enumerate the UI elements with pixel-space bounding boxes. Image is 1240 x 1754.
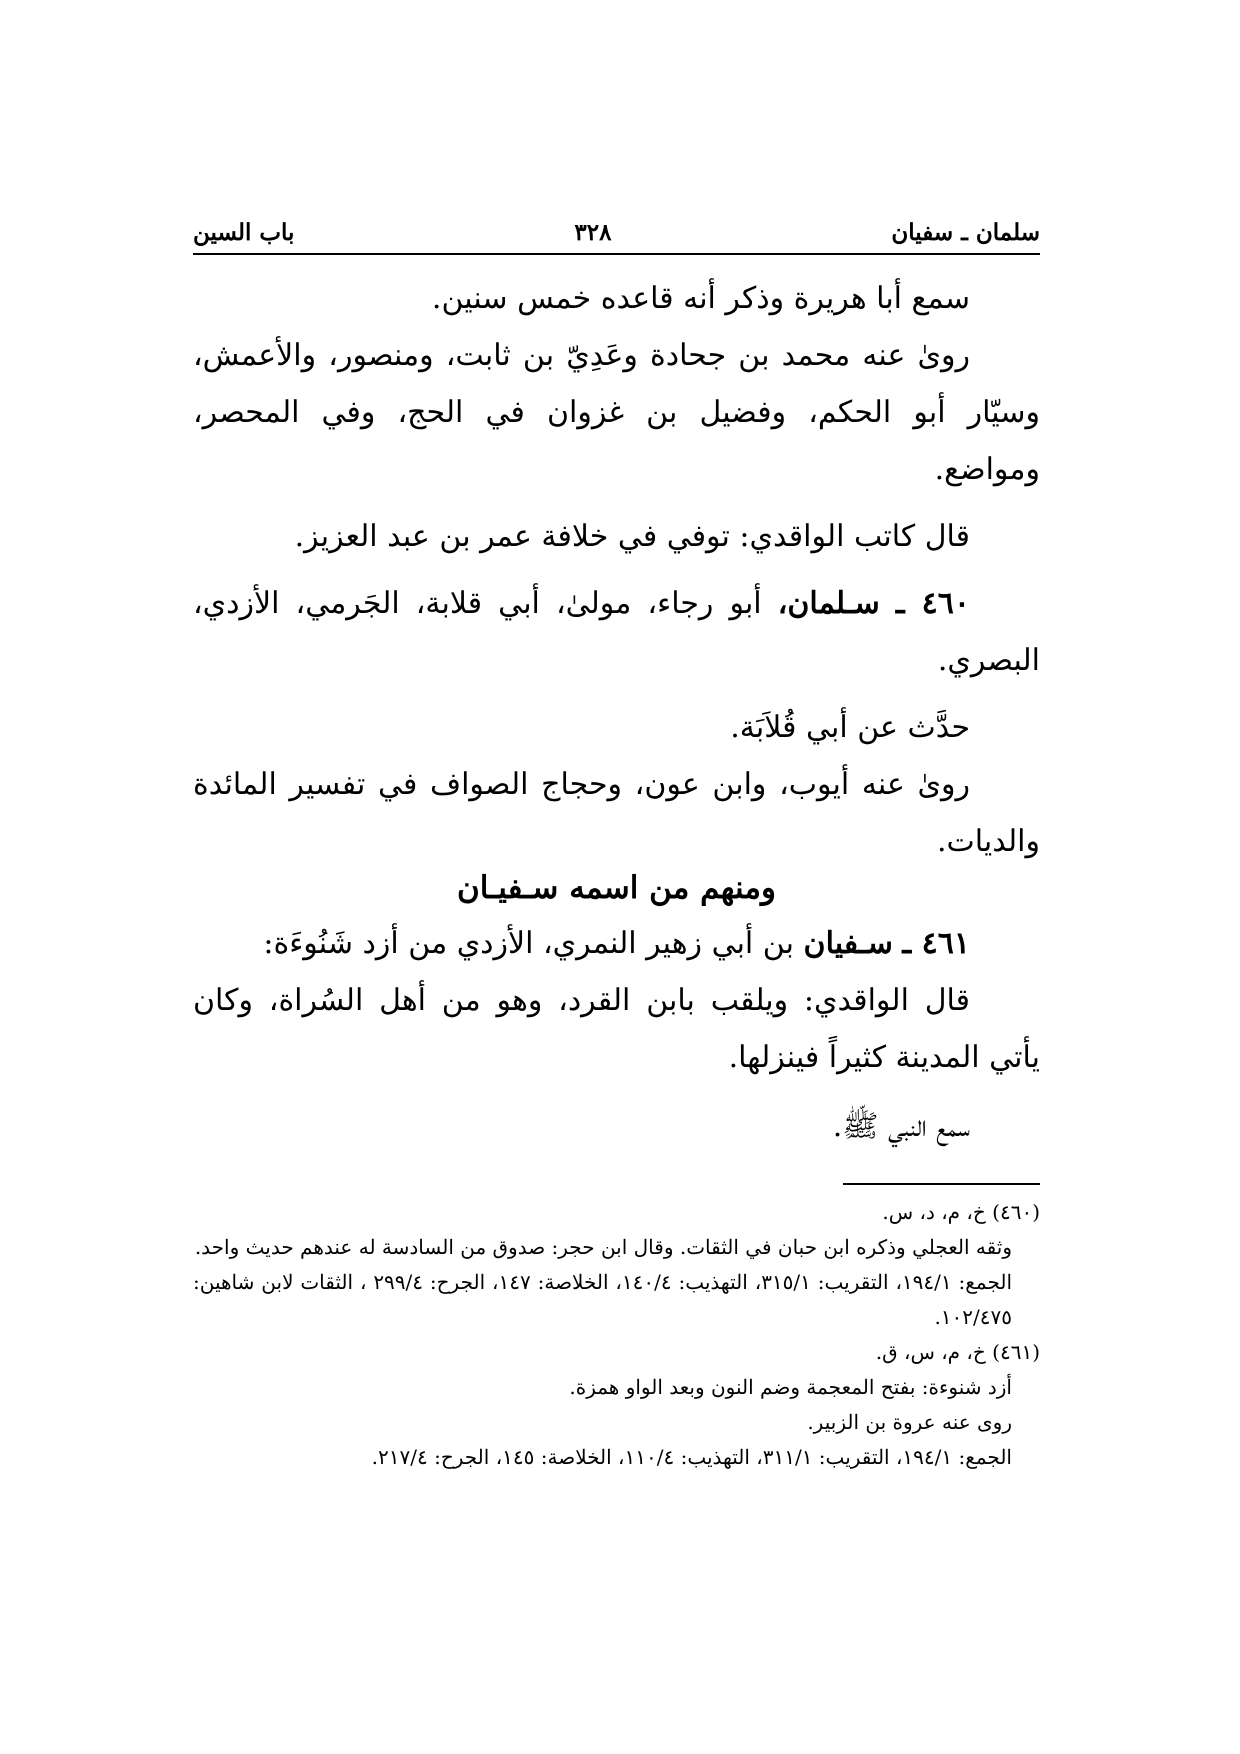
footnote-line: الجمع: ١٩٤/١، التقريب: ٣١١/١، التهذيب: ١١٠/٤، الخلاصة: ١٤٥، الجرح: ٢١٧/٤. [371,1445,1012,1469]
paragraph: سمع أبا هريرة وذكر أنه قاعده خمس سنين. [431,281,970,316]
entry-name: سـلمان، [777,586,880,621]
header-entry-range: سلمان ـ سفيان [891,219,1040,246]
footnote-line: الجمع: ١٩٤/١، التقريب: ٣١٥/١، التهذيب: ١٤٠/٤، الخلاصة: ١٤٧، الجرح: ٢٩٩/٤ ، الثقات لابن شاهين: ١٠٢/٤٧٥. [193,1270,1013,1329]
paragraph: حدَّث عن أبي قُلاَبَة. [730,710,970,745]
entry-461-heading [193,915,1040,972]
section-title: ومنهم من اسمه سـفيـان [457,870,776,906]
header-chapter: باب السين [193,219,295,246]
footnote-divider [843,1183,1040,1185]
footnote-line: وثقه العجلي وذكره ابن حبان في الثقات. وقال ابن حجر: صدوق من السادسة له عندهم حديث واحد. [194,1235,1012,1259]
entry-description: بن أبي زهير النمري، الأزدي من أزد شَنُوءَة: [263,926,794,961]
header-divider [193,253,1040,255]
entry-number: ٤٦١ ـ [902,926,970,961]
entry-number: ٤٦٠ ـ [895,586,970,621]
footnote-461-head: (٤٦١) خ، م، س، ق. [875,1340,1040,1364]
main-text-top [193,270,1040,870]
entry-460-heading [193,575,1040,689]
main-text-bottom [193,915,1040,1155]
paragraph: قال الواقدي: ويلقب بابن القرد، وهو من أهل السُراة، وكان يأتي المدينة كثيراً فينزلها. [193,983,1040,1075]
page-number: ٣٢٨ [574,219,612,246]
entry-description: أبو رجاء، مولىٰ، أبي قلابة، الجَرمي، الأزدي، البصري. [193,586,1040,678]
paragraph: قال كاتب الواقدي: توفي في خلافة عمر بن عبد العزيز. [294,519,970,554]
footnote-460-head: (٤٦٠) خ، م، د، س. [882,1200,1040,1224]
footnotes [193,1195,1040,1475]
footnote-line: أزد شنوءة: بفتح المعجمة وضم النون وبعد الواو همزة. [569,1375,1012,1399]
entry-name: سـفيان [803,926,893,961]
paragraph: روىٰ عنه أيوب، وابن عون، وحجاج الصواف في تفسير المائدة والديات. [193,767,1040,859]
page-header [193,206,1040,246]
footnote-line: روى عنه عروة بن الزبير. [807,1410,1012,1434]
paragraph: سمع النبي ﷺ. [832,1109,970,1144]
paragraph: روىٰ عنه محمد بن جحادة وعَدِيّ بن ثابت، ومنصور، والأعمش، وسيّار أبو الحكم، وفضيل بن غزوان في الحج، وفي المحصر، ومواضع. [193,338,1040,487]
